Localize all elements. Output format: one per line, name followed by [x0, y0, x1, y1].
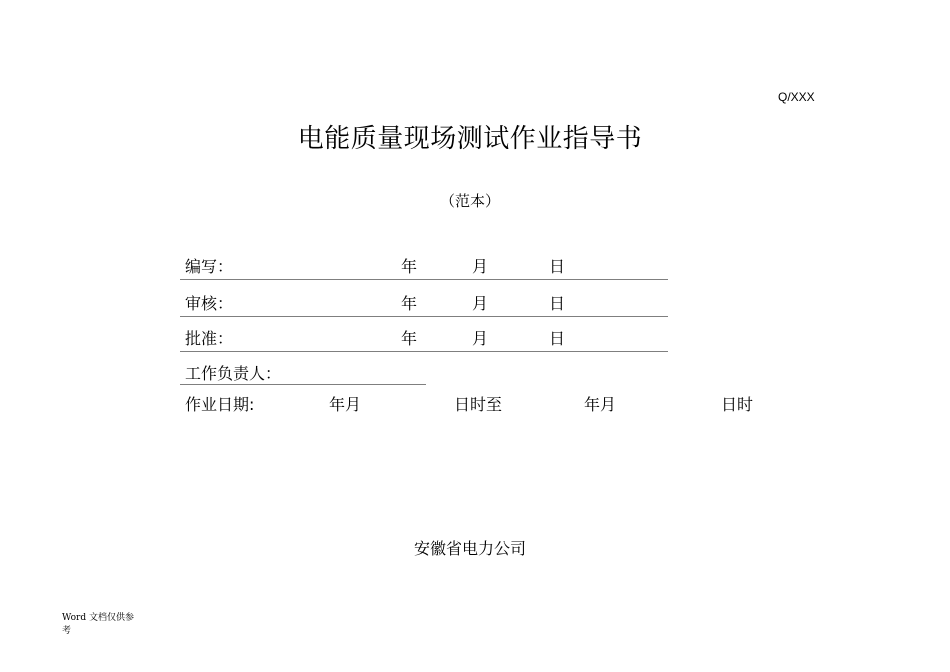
sign-row-month: 月 — [472, 329, 489, 348]
sign-row-author — [180, 257, 668, 280]
sign-row-reviewer — [180, 294, 668, 317]
work-date-end-year-month: 年月 — [584, 395, 617, 414]
document-title: 电能质量现场测试作业指导书 — [297, 124, 643, 154]
sign-row-label: 批准： — [185, 329, 234, 348]
work-leader-row — [180, 364, 426, 385]
sign-row-day: 日 — [549, 329, 566, 348]
company-name: 安徽省电力公司 — [413, 539, 526, 558]
sign-row-day: 日 — [549, 257, 566, 276]
sign-row-label: 编写： — [185, 257, 234, 276]
work-date-label: 作业日期: — [185, 395, 255, 414]
sign-row-label: 审核： — [185, 294, 234, 313]
sign-row-day: 日 — [549, 294, 566, 313]
work-date-start-day-hour: 日时至 — [454, 395, 503, 414]
work-date-end-day-hour: 日时 — [721, 395, 754, 414]
sign-row-month: 月 — [472, 294, 489, 313]
document-code: Q/XXX — [778, 90, 815, 104]
work-date-start-year-month: 年月 — [329, 395, 362, 414]
document-subtitle: （范本） — [439, 192, 500, 210]
sign-row-year: 年 — [401, 329, 418, 348]
sign-row-approver — [180, 329, 668, 352]
sign-row-year: 年 — [401, 294, 418, 313]
sign-row-month: 月 — [472, 257, 489, 276]
work-leader-label: 工作负责人： — [185, 364, 282, 383]
footer-note: Word 文档仅供参考 — [62, 613, 134, 636]
sign-row-year: 年 — [401, 257, 418, 276]
